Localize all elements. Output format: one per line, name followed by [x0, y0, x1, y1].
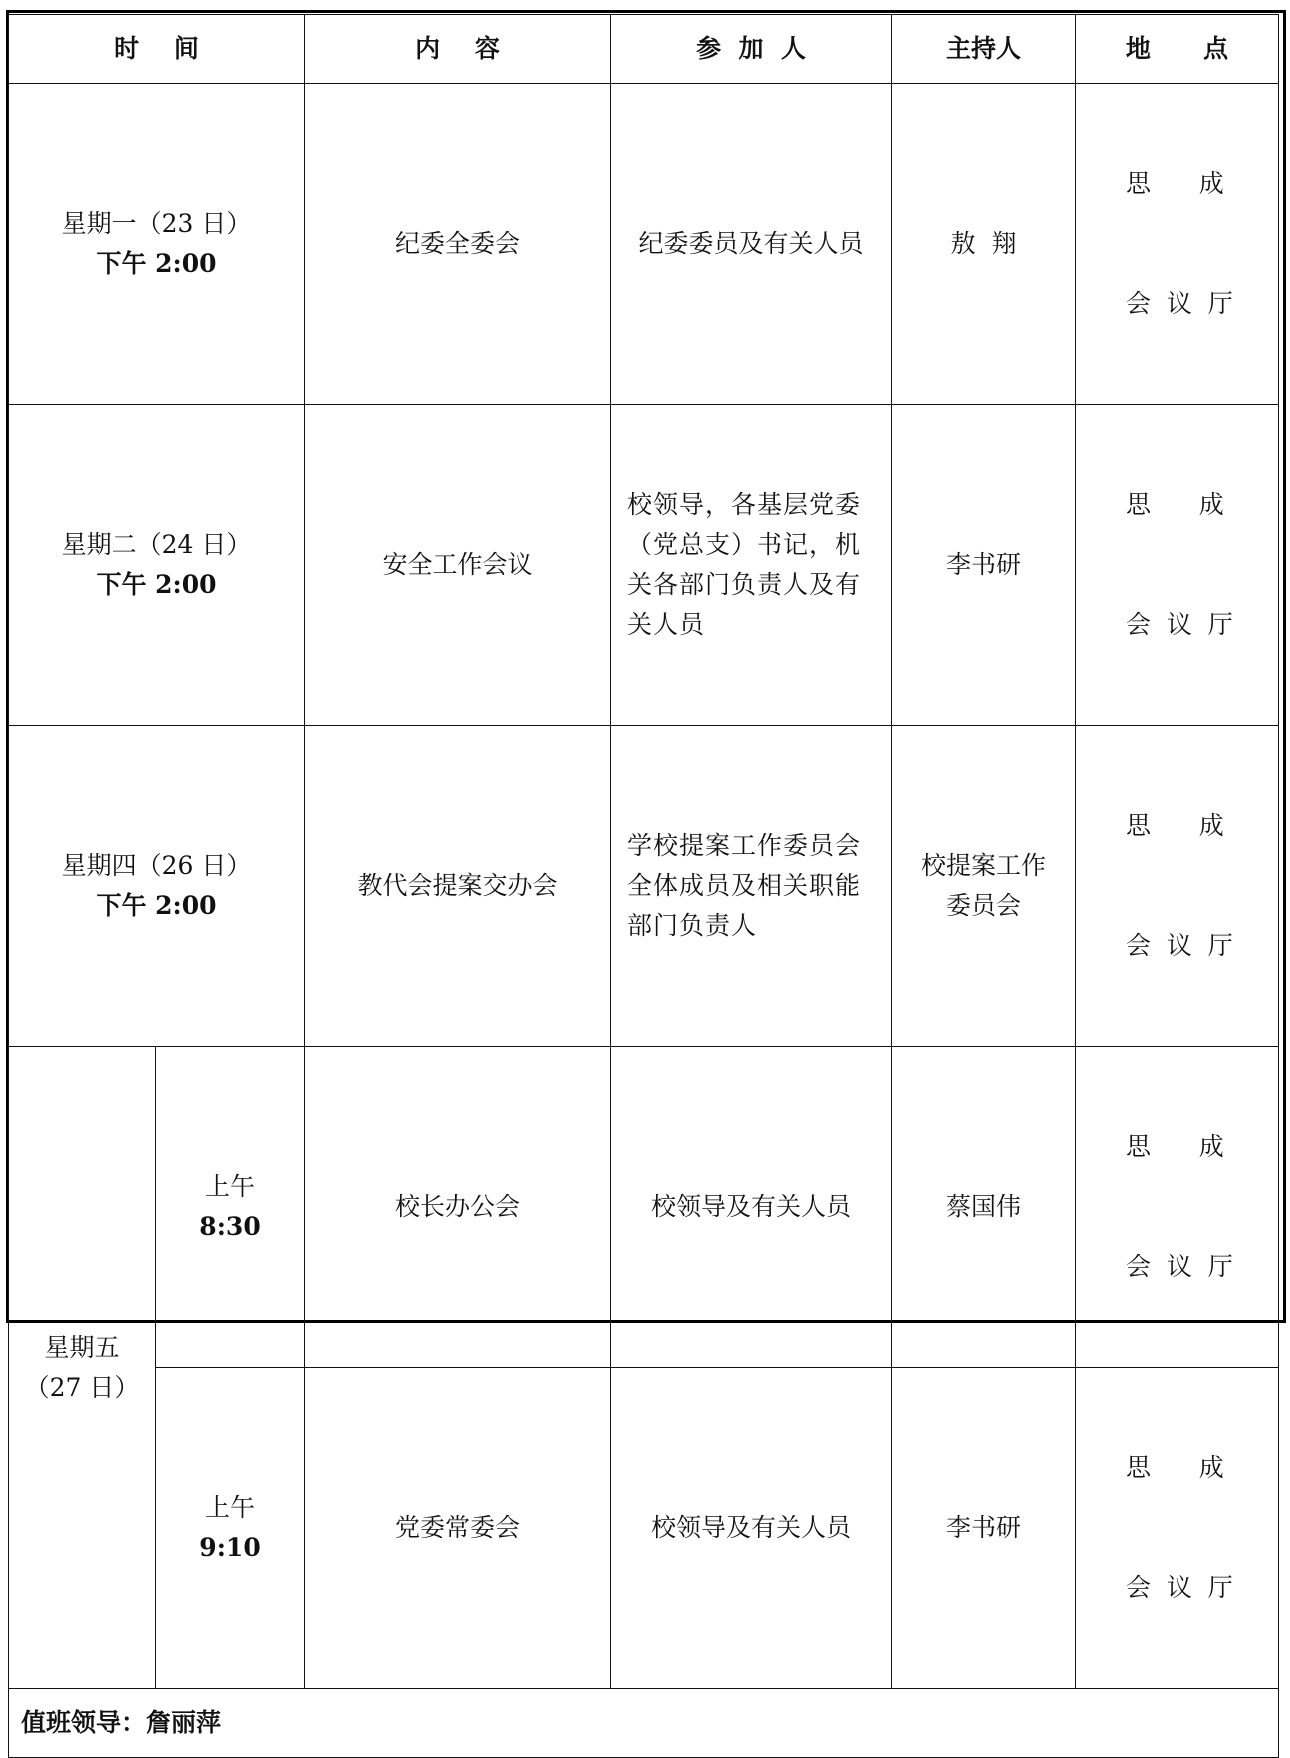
host-cell: 李书研 [892, 405, 1076, 726]
content-cell: 安全工作会议 [305, 405, 611, 726]
header-place: 地 点 [1076, 15, 1279, 84]
slot-period: 上午 [205, 1172, 256, 1201]
day-label: 星期五 [44, 1332, 120, 1362]
host-cell: 蔡国伟 [892, 1047, 1076, 1368]
meeting-schedule-table [8, 14, 1279, 1758]
slot-time: 9:10 [199, 1533, 261, 1562]
place-line-2: 会 议 厅 [1126, 1573, 1233, 1602]
friday-day-cell [9, 1047, 156, 1689]
content-cell: 教代会提案交办会 [305, 726, 611, 1047]
day-date: （27 日） [24, 1372, 140, 1402]
table-row [9, 726, 1279, 1047]
slot-time: 8:30 [199, 1212, 261, 1241]
table-row [9, 405, 1279, 726]
place-cell [1076, 1047, 1279, 1368]
day-label: 星期二（24 日） [61, 530, 252, 559]
slot-period: 上午 [205, 1493, 256, 1522]
header-time: 时 间 [9, 15, 305, 84]
header-content: 内 容 [305, 15, 611, 84]
content-cell: 校长办公会 [305, 1047, 611, 1368]
host-line-1: 校提案工作 [921, 851, 1047, 880]
place-cell [1076, 726, 1279, 1047]
attendees-cell: 校领导，各基层党委（党总支）书记，机关各部门负责人及有关人员 [611, 405, 892, 726]
attendees-cell: 纪委委员及有关人员 [611, 84, 892, 405]
attendees-cell: 学校提案工作委员会全体成员及相关职能部门负责人 [611, 726, 892, 1047]
duty-leader: 值班领导：詹丽萍 [9, 1689, 1279, 1758]
time-label: 下午 2:00 [96, 570, 217, 599]
place-line-2: 会 议 厅 [1126, 289, 1233, 318]
attendees-cell: 校领导及有关人员 [611, 1047, 892, 1368]
place-line-1: 思 成 [1126, 1132, 1224, 1161]
place-cell [1076, 1368, 1279, 1689]
time-cell [9, 405, 305, 726]
host-cell: 敖 翔 [892, 84, 1076, 405]
content-cell: 党委常委会 [305, 1368, 611, 1689]
time-cell [9, 726, 305, 1047]
header-attendees: 参 加 人 [611, 15, 892, 84]
place-line-2: 会 议 厅 [1126, 610, 1233, 639]
day-label: 星期四（26 日） [61, 851, 252, 880]
content-cell: 纪委全委会 [305, 84, 611, 405]
place-cell [1076, 405, 1279, 726]
attendees-cell: 校领导及有关人员 [611, 1368, 892, 1689]
header-row [9, 15, 1279, 84]
time-label: 下午 2:00 [96, 249, 217, 278]
table-row [9, 1368, 1279, 1689]
host-cell: 李书研 [892, 1368, 1076, 1689]
host-line-2: 委员会 [946, 891, 1022, 920]
place-line-1: 思 成 [1126, 169, 1224, 198]
place-cell [1076, 84, 1279, 405]
slot-time-cell [156, 1047, 305, 1368]
host-cell [892, 726, 1076, 1047]
day-label: 星期一（23 日） [61, 209, 252, 238]
time-label: 下午 2:00 [96, 891, 217, 920]
place-line-2: 会 议 厅 [1126, 1252, 1233, 1281]
place-line-1: 思 成 [1126, 811, 1224, 840]
slot-time-cell [156, 1368, 305, 1689]
table-row [9, 84, 1279, 405]
time-cell [9, 84, 305, 405]
footer-row [9, 1689, 1279, 1758]
place-line-1: 思 成 [1126, 1453, 1224, 1482]
place-line-2: 会 议 厅 [1126, 931, 1233, 960]
place-line-1: 思 成 [1126, 490, 1224, 519]
table-row [9, 1047, 1279, 1368]
header-host: 主持人 [892, 15, 1076, 84]
